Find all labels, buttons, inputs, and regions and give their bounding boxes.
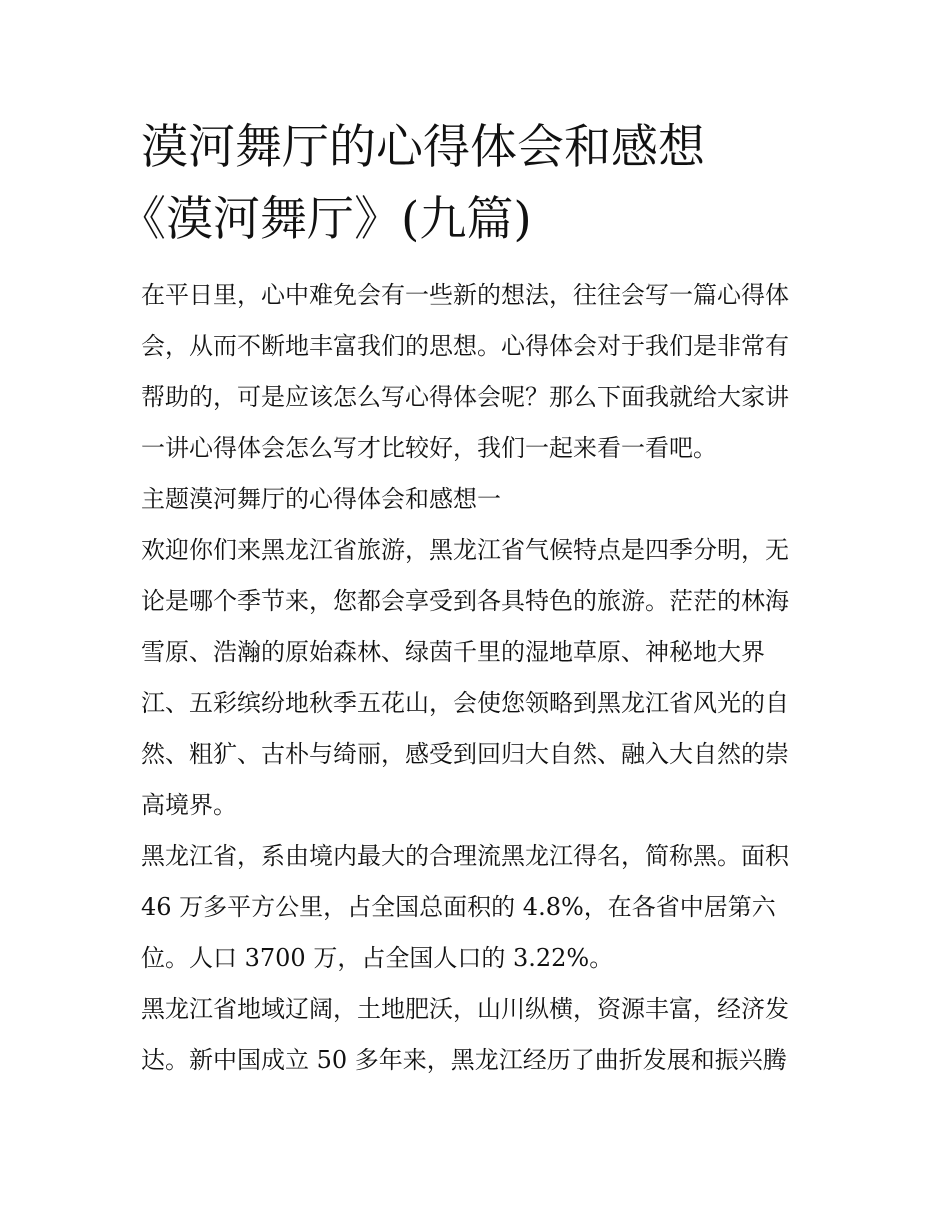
paragraph-economy: 黑龙江省地域辽阔，土地肥沃，山川纵横，资源丰富，经济发 达。新中国成立 50 多年来，黑龙江经历了曲折发展和振兴腾 <box>141 995 789 1074</box>
section-heading: 主题漠河舞厅的心得体会和感想一 <box>141 485 501 513</box>
document-title <box>119 112 813 256</box>
paragraph-area: 黑龙江省，系由境内最大的合理流黑龙江得名，简称黑。面积 46 万多平方公里，占全国总面积的 4.8%，在各省中居第六 位。人口 3700 万，占全国人口的 3.22%。 <box>141 842 789 972</box>
paragraph-welcome: 欢迎你们来黑龙江省旅游，黑龙江省气候特点是四季分明，无 论是哪个季节来，您都会享受到各具特色的旅游。茫茫的林海 雪原、浩瀚的原始森林、绿茵千里的湿地草原、神秘地大界 江、五彩缤纷地秋季五花山，会使您领略到黑龙江省风光的自 然、粗犷、古朴与绮丽，感受到回归大自然、融入大自然的崇 高境界。 <box>141 536 789 819</box>
title-line-1: 漠河舞厅的心得体会和感想 <box>141 120 705 175</box>
paragraph-intro: 在平日里，心中难免会有一些新的想法，往往会写一篇心得体 会，从而不断地丰富我们的思想。心得体会对于我们是非常有 帮助的，可是应该怎么写心得体会呢？那么下面我就给大家讲 一讲心得体会怎么写才比较好，我们一起来看一看吧。 <box>141 281 789 462</box>
title-line-2: 《漠河舞厅》(九篇) <box>119 192 532 247</box>
document-body <box>141 270 813 1086</box>
document-page <box>119 112 813 1086</box>
